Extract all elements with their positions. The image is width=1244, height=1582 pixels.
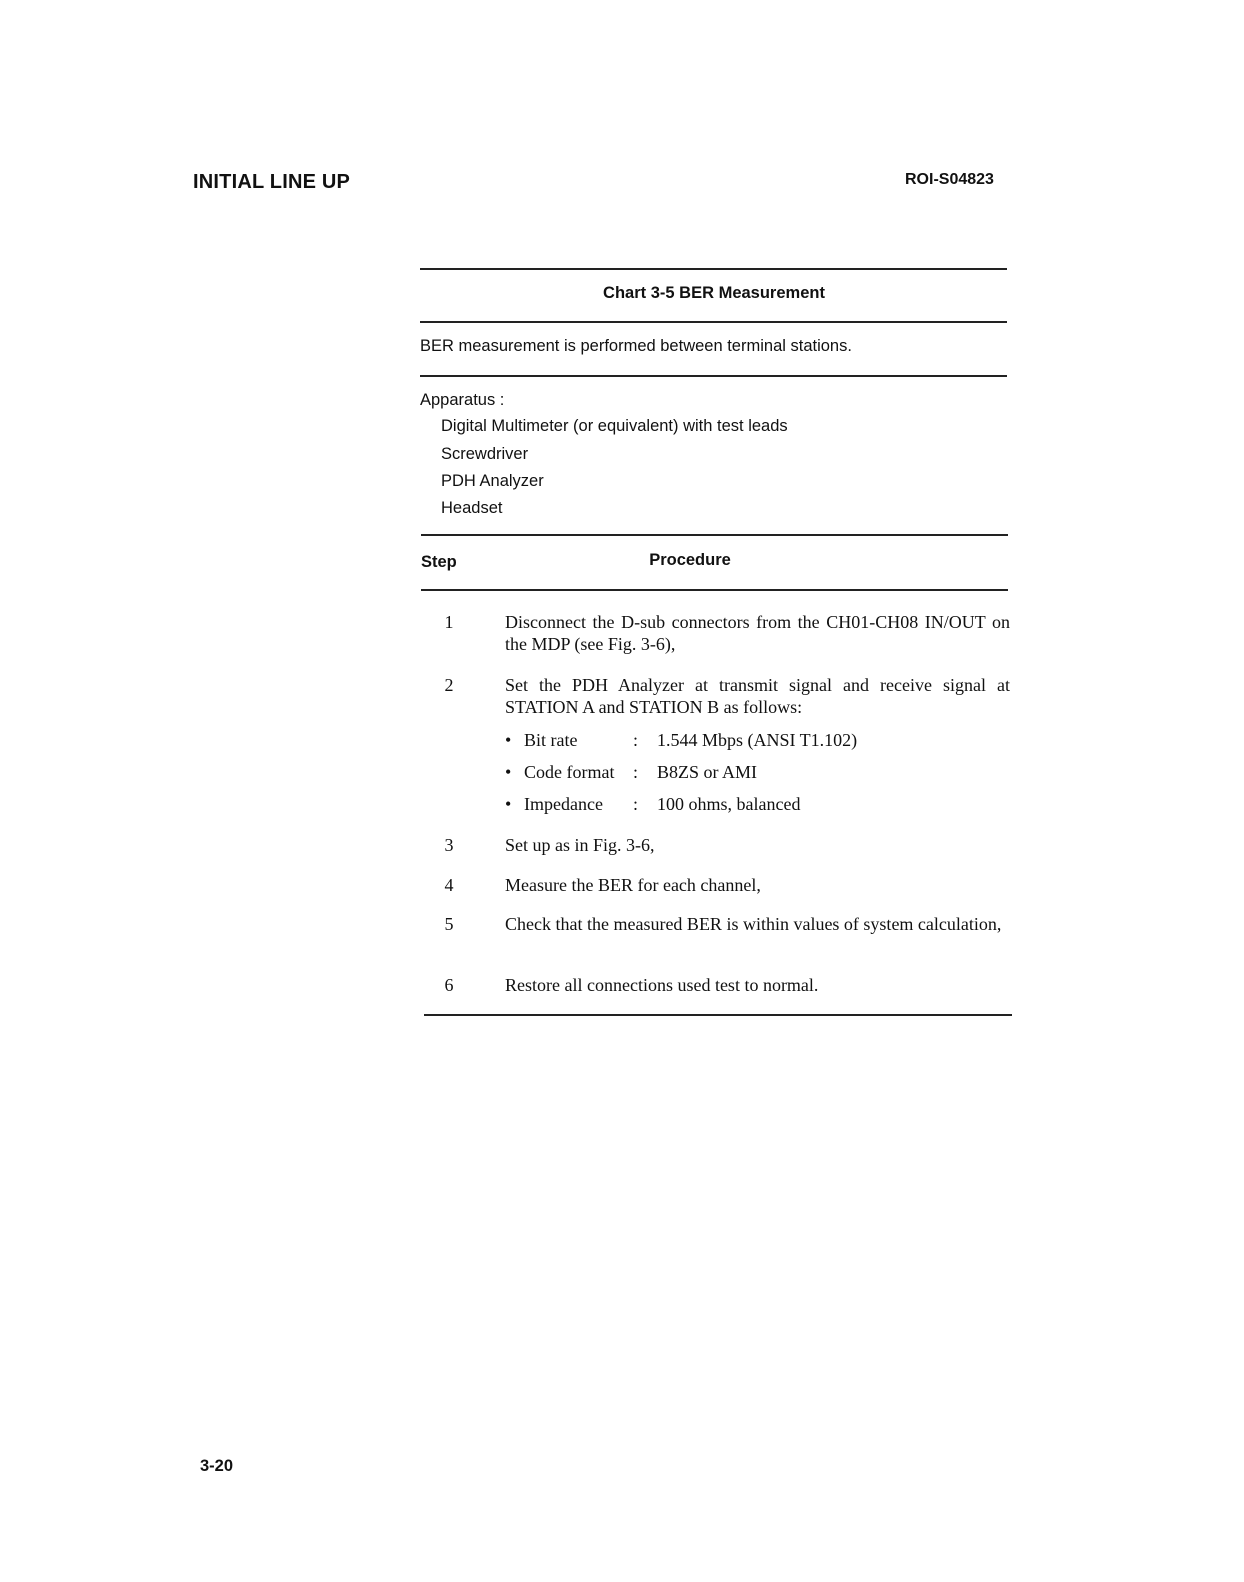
divider <box>420 268 1007 270</box>
column-header-procedure: Procedure <box>649 551 731 569</box>
step-text: Check that the measured BER is within values of system calculation, <box>505 914 1002 934</box>
page-number: 3-20 <box>200 1457 234 1475</box>
step-number: 3 <box>444 835 454 855</box>
bullet-icon: • <box>505 762 512 782</box>
divider <box>420 321 1007 323</box>
setting-label: Impedance <box>524 794 603 814</box>
setting-label: Code format <box>524 762 615 782</box>
document-id: ROI-S04823 <box>905 171 994 188</box>
setting-label: Bit rate <box>524 730 578 750</box>
divider <box>420 375 1007 377</box>
intro-text: BER measurement is performed between terminal stations. <box>420 337 852 355</box>
chart-title: Chart 3-5 BER Measurement <box>603 284 825 302</box>
apparatus-label: Apparatus : <box>420 391 505 409</box>
bullet-icon: • <box>505 794 512 814</box>
setting-colon: : <box>633 762 639 782</box>
apparatus-item: Digital Multimeter (or equivalent) with test leads <box>441 417 788 435</box>
column-header-step: Step <box>421 553 457 571</box>
divider <box>421 534 1008 536</box>
step-number: 6 <box>444 975 454 995</box>
step-number: 2 <box>444 675 454 695</box>
step-text: Disconnect the D-sub connectors from the CH01-CH08 IN/OUT on the MDP (see Fig. 3-6), <box>505 612 1010 654</box>
step-number: 5 <box>444 914 454 934</box>
step-number: 4 <box>444 875 454 895</box>
section-title: INITIAL LINE UP <box>193 171 351 193</box>
setting-colon: : <box>633 794 639 814</box>
apparatus-item: Screwdriver <box>441 445 529 463</box>
setting-value: B8ZS or AMI <box>657 762 758 782</box>
step-text: Measure the BER for each channel, <box>505 875 761 895</box>
divider <box>421 589 1008 591</box>
divider <box>424 1014 1012 1016</box>
step-text: Set the PDH Analyzer at transmit signal and receive signal at STATION A and STATION B as follows: <box>505 675 1010 717</box>
step-number: 1 <box>444 612 454 632</box>
apparatus-item: Headset <box>441 499 503 517</box>
setting-colon: : <box>633 730 639 750</box>
setting-value: 100 ohms, balanced <box>657 794 801 814</box>
step-text: Set up as in Fig. 3-6, <box>505 835 655 855</box>
apparatus-item: PDH Analyzer <box>441 472 544 490</box>
step-text: Restore all connections used test to normal. <box>505 975 819 995</box>
bullet-icon: • <box>505 730 512 750</box>
setting-value: 1.544 Mbps (ANSI T1.102) <box>657 730 858 750</box>
